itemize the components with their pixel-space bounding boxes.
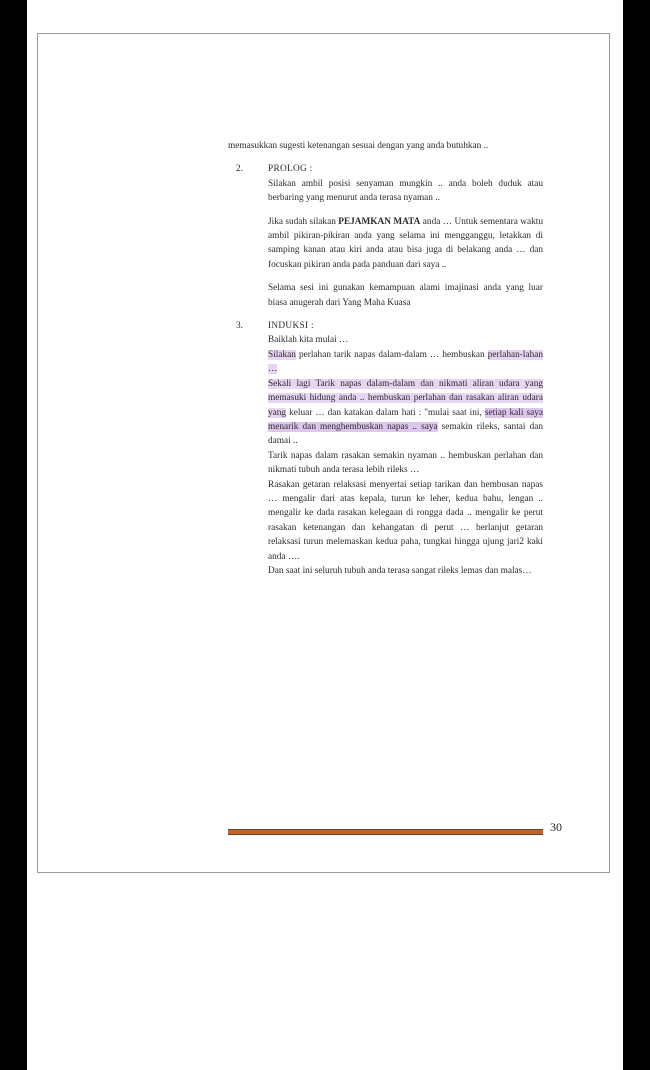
page-content [228, 139, 543, 587]
page-footer [228, 820, 573, 846]
prolog-bold-phrase: PEJAMKAN MATA [338, 216, 421, 227]
induksi-paragraph-2: Silakan perlahan tarik napas dalam-dalam … hembuskan perlahan-lahan … [268, 349, 543, 375]
highlight-setiap-kali: setiap kali saya menarik dan menghembuskan napas .. saya [268, 407, 543, 432]
section-induksi [228, 319, 543, 578]
page-border [37, 33, 610, 873]
prolog-p2-part2: anda … Untuk sementara waktu ambil pikiran-pikiran anda yang selama ini mengganggu, letakkan di samping kanan atau kiri anda atau bisa juga di belakang anda … dan focuskan pikiran anda pada panduan dari saya .. [268, 216, 543, 270]
induksi-paragraph-1: Baiklah kita mulai … [268, 335, 349, 346]
top-paragraph: memasukkan sugesti ketenangan sesuai dengan yang anda butuhkan .. [228, 141, 489, 151]
page-number: 30 [550, 820, 562, 834]
prolog-paragraph-3: Selama sesi ini gunakan kemampuan alami imajinasi anda yang luar biasa anugerah dari Yang Maha Kuasa [268, 283, 543, 308]
prolog-p2-part1: Jika sudah silakan [268, 216, 339, 227]
prolog-paragraph-1: Silakan ambil posisi senyaman mungkin .. anda boleh duduk atau berbaring yang menurut anda terasa nyaman .. [268, 178, 543, 204]
highlight-perlahan-lahan: perlahan-lahan … [268, 349, 543, 375]
document-page-background [27, 0, 623, 1070]
footer-rule [228, 829, 543, 835]
induksi-paragraph-6: Dan saat ini seluruh tubuh anda terasa sangat rileks lemas dan malas… [268, 565, 532, 576]
induksi-paragraph-4: Tarik napas dalam rasakan semakin nyaman .. hembuskan perlahan dan nikmati tubuh anda terasa lebih rileks … [268, 450, 543, 476]
section-heading-induksi: INDUKSI : [268, 321, 314, 332]
induksi-paragraph-5: Rasakan getaran relaksasi menyertai setiap tarikan dan hembusan napas … mengalir dari atas kepala, turun ke leher, kedua bahu, lengan .. mengalir ke dada rasakan kelegaan di rongga dada .. mengalir ke perut rasakan ketenangan dan kehangatan di perut … berlanjut getaran relaksasi turun melemaskan kedua paha, tungkai hingga ujung jari2 kaki anda …. [268, 479, 543, 562]
prolog-paragraph-2 [268, 215, 543, 273]
highlight-sekali-lagi: Sekali lagi Tarik napas dalam-dalam dan nikmati aliran udara yang memasuki hidung anda .. hembuskan perlahan dan rasakan aliran udara yang [268, 378, 543, 418]
induksi-paragraph-3: Sekali lagi Tarik napas dalam-dalam dan nikmati aliran udara yang memasuki hidung anda .. hembuskan perlahan dan rasakan aliran udara yang keluar … dan katakan dalam hati : "mulai saat ini, setiap kali saya menarik dan menghembuskan napas .. saya semakin rileks, santai dan damai .. [268, 378, 543, 447]
section-heading-prolog: PROLOG : [268, 164, 313, 175]
section-number-3: 3. [236, 321, 243, 332]
section-number-2: 2. [236, 164, 243, 175]
section-prolog [228, 162, 543, 310]
highlight-silakan: Silakan [268, 349, 296, 360]
